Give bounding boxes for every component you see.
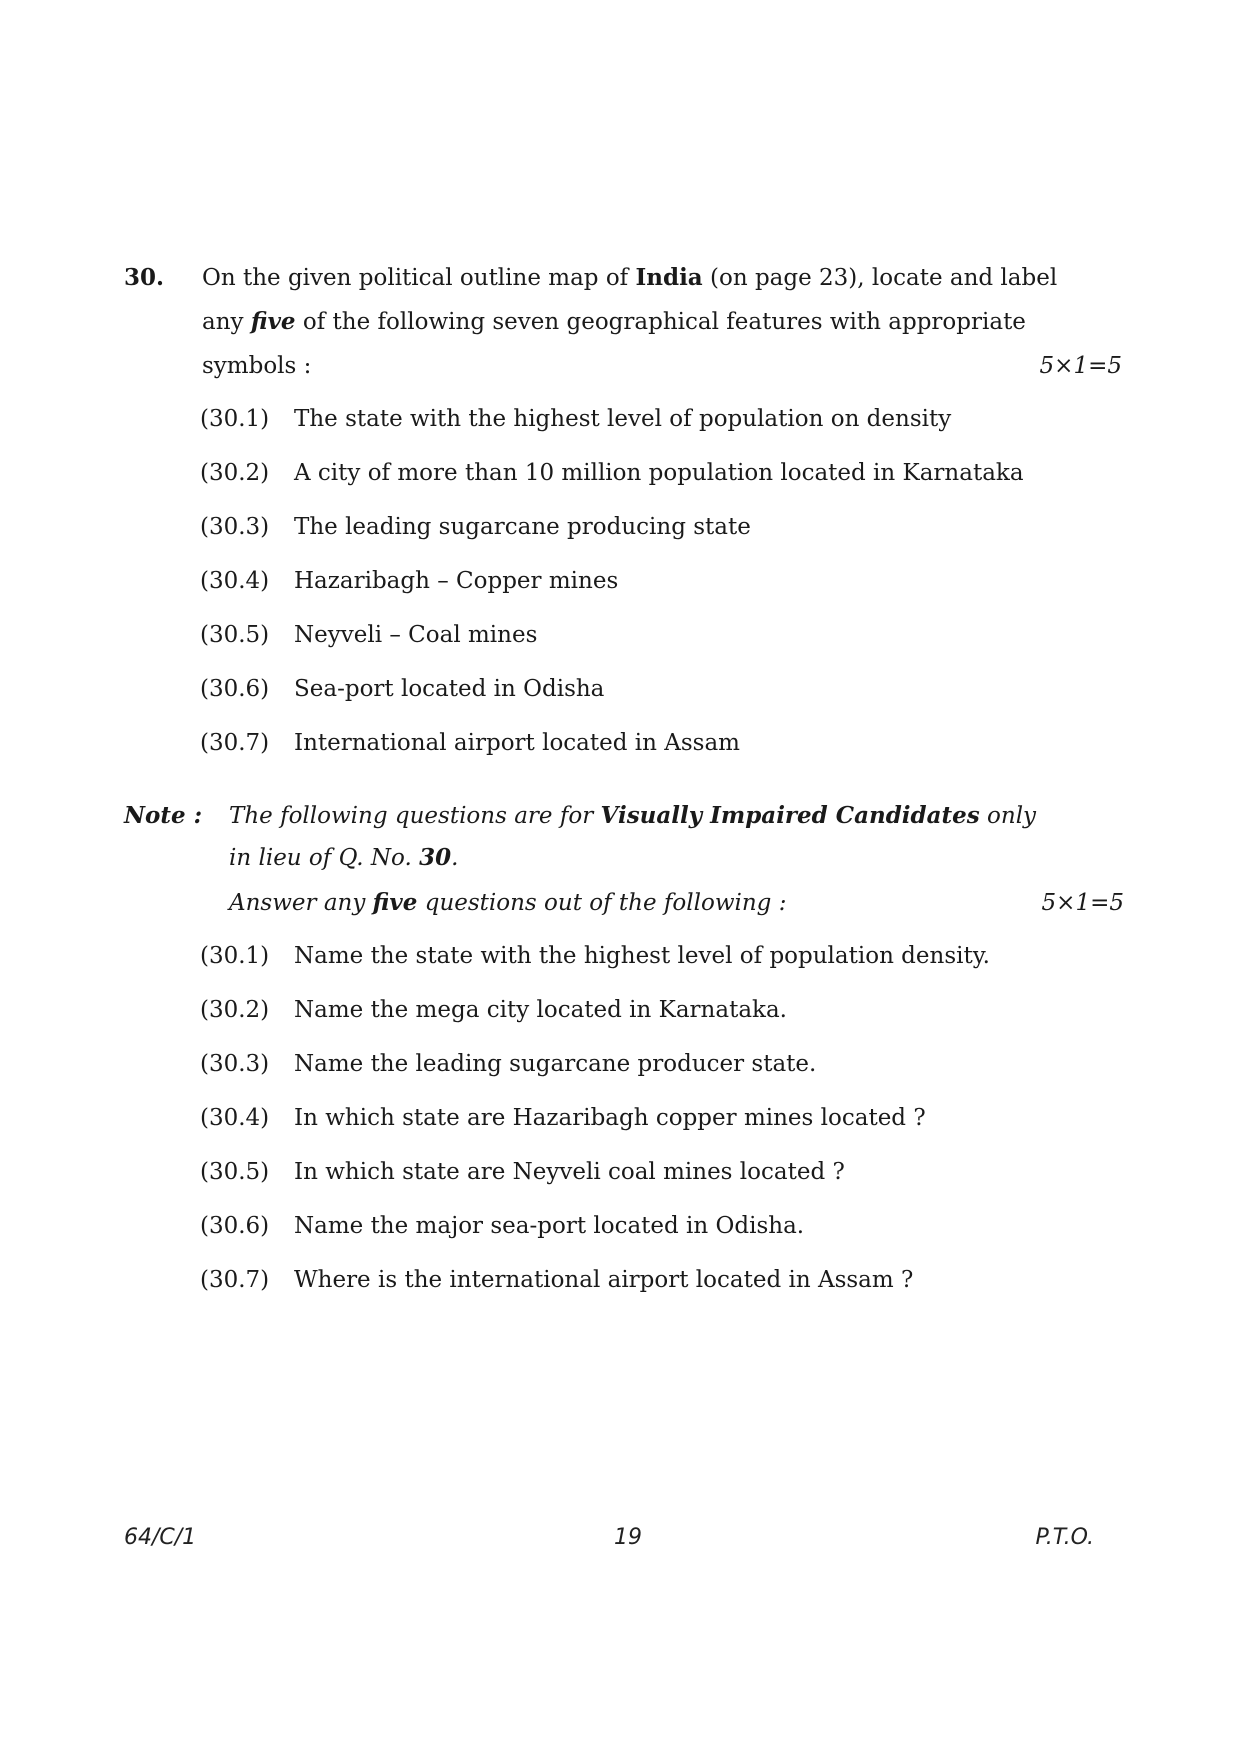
question-number: 30. [124,264,165,291]
stem-text: any [202,309,251,335]
question-30 [124,256,1124,770]
stem-bold-five: five [250,308,296,335]
list-item [200,446,1124,500]
marks-label: 5×1=5 [1041,890,1124,916]
sub-number: (30.6) [200,676,270,702]
note-line-1 [229,795,1124,837]
sub-number: (30.1) [200,406,270,432]
page-number: 19 [614,1525,642,1550]
sub-number: (30.6) [200,1213,270,1239]
note-line-2 [229,837,1124,879]
note-span: The following questions are for [229,803,601,829]
sub-text: In which state are Neyveli coal mines located ? [294,1159,845,1185]
note-span: in lieu of Q. No. [229,845,420,871]
sub-text: International airport located in Assam [294,730,740,756]
sub-number: (30.4) [200,1105,270,1131]
sub-text: Name the state with the highest level of population density. [294,943,990,969]
list-item [200,1199,1124,1253]
stem-text: symbols : [202,353,312,379]
sub-text: Sea-port located in Odisha [294,676,605,702]
note-section [124,795,1124,1307]
question-header [124,256,1124,388]
note-bold-30: 30 [419,844,452,871]
instruction-text [229,881,786,925]
instr-span: Answer any [229,890,373,916]
note-label: Note : [124,802,203,829]
note-instruction [229,881,1124,925]
list-item [200,662,1124,716]
list-item [200,554,1124,608]
list-item [200,608,1124,662]
sub-text: A city of more than 10 million population located in Karnataka [294,460,1024,486]
sub-number: (30.2) [200,997,270,1023]
sub-text: Name the leading sugarcane producer state. [294,1051,817,1077]
sub-text: The state with the highest level of population on density [294,406,952,432]
stem-text: of the following seven geographical features with appropriate [295,309,1026,335]
stem-text: On the given political outline map of [202,265,636,291]
sub-question-list [200,392,1124,770]
sub-text: Name the major sea-port located in Odisha. [294,1213,805,1239]
list-item [200,1037,1124,1091]
paper-code: 64/C/1 [124,1525,197,1550]
list-item [200,716,1124,770]
sub-text: Neyveli – Coal mines [294,622,538,648]
note-header [124,795,1124,879]
stem-line-3 [202,344,1122,388]
list-item [200,1145,1124,1199]
note-text [229,795,1124,879]
sub-number: (30.3) [200,514,270,540]
sub-number: (30.5) [200,1159,270,1185]
sub-text: The leading sugarcane producing state [294,514,751,540]
sub-text: In which state are Hazaribagh copper mines located ? [294,1105,926,1131]
note-span: only [979,803,1037,829]
sub-number: (30.4) [200,568,270,594]
note-span: . [451,845,459,871]
sub-number: (30.1) [200,943,270,969]
list-item [200,1091,1124,1145]
sub-text: Where is the international airport located in Assam ? [294,1267,914,1293]
vi-question-list [200,929,1124,1307]
sub-number: (30.3) [200,1051,270,1077]
stem-line-2 [202,300,1122,344]
sub-number: (30.7) [200,1267,270,1293]
pto-label: P.T.O. [1035,1525,1094,1550]
question-stem [202,256,1122,388]
instr-bold-five: five [372,889,418,916]
stem-text: (on page 23), locate and label [702,265,1058,291]
list-item [200,500,1124,554]
list-item [200,929,1124,983]
list-item [200,983,1124,1037]
list-item [200,1253,1124,1307]
sub-text: Name the mega city located in Karnataka. [294,997,787,1023]
sub-number: (30.2) [200,460,270,486]
sub-text: Hazaribagh – Copper mines [294,568,619,594]
marks-label: 5×1=5 [1039,353,1122,379]
stem-bold-india: India [635,264,703,291]
note-bold-vi: Visually Impaired Candidates [600,802,980,829]
sub-number: (30.7) [200,730,270,756]
list-item [200,392,1124,446]
instr-span: questions out of the following : [417,890,787,916]
stem-line-1 [202,256,1122,300]
sub-number: (30.5) [200,622,270,648]
